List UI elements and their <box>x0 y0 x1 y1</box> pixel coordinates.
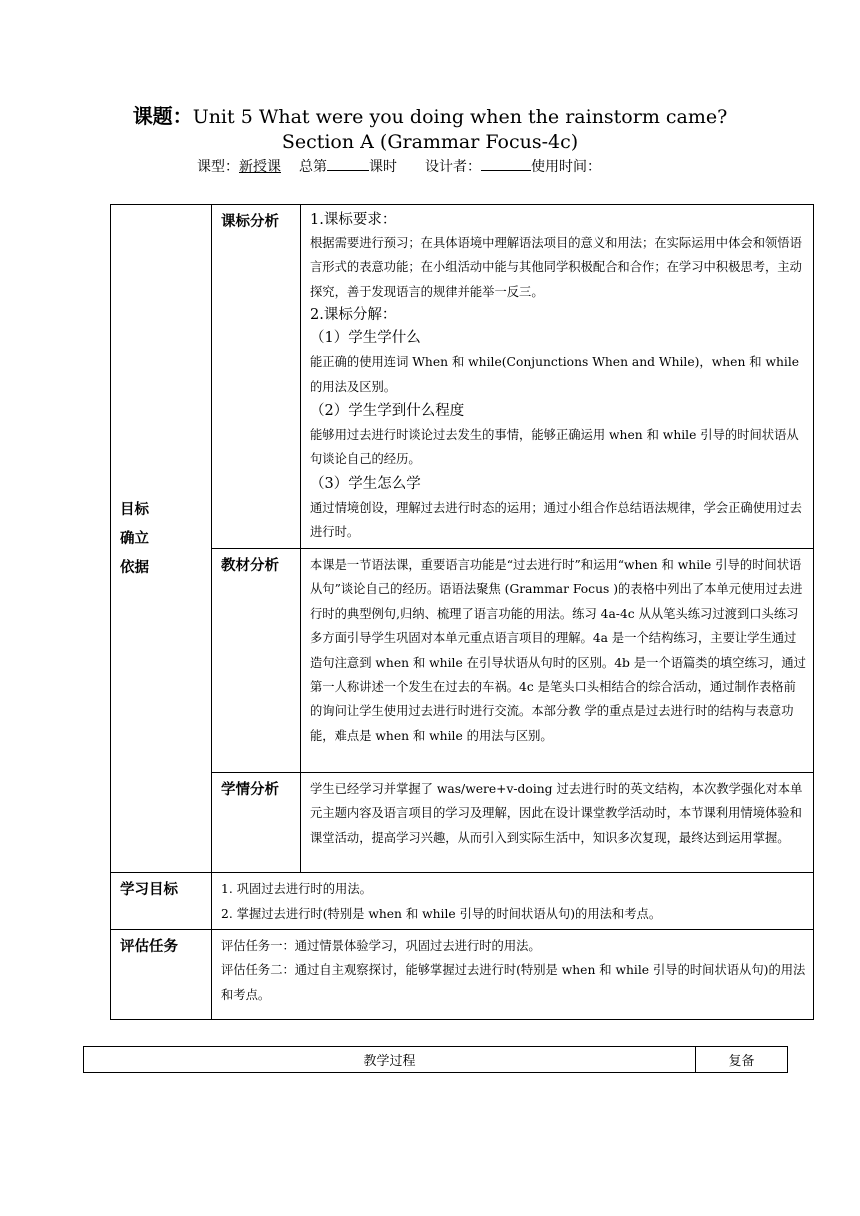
textbook-analysis-label: 教材分析 <box>212 549 301 773</box>
learning-goals-content <box>212 873 814 930</box>
teaching-process-table <box>83 1046 788 1073</box>
designer-blank[interactable] <box>481 155 531 171</box>
period-blank[interactable] <box>327 155 369 171</box>
assessment-tasks-label: 评估任务 <box>111 930 212 1020</box>
total-label: 总第 <box>299 159 327 175</box>
type-label: 课型： <box>197 159 239 175</box>
period-label: 课时 <box>369 159 397 175</box>
learning-goals-label: 学习目标 <box>111 873 212 930</box>
sub1-title: （1）学生学什么 <box>310 330 421 347</box>
type-value: 新授课 <box>239 159 281 175</box>
goal-item: 1. 巩固过去进行时的用法。 <box>221 882 372 896</box>
sub1-text: 能正确的使用连词 When 和 while(Conjunctions When and While)，when 和 while 的用法及区别。 <box>310 355 800 394</box>
title-line-2: Section A (Grammar Focus-4c) <box>281 131 579 153</box>
usetime-label: 使用时间： <box>531 159 601 175</box>
task-item: 评估任务二：通过自主观察探讨，能够掌握过去进行时(特别是 when 和 while 引导的时间状语从句)的用法和考点。 <box>221 963 806 1002</box>
textbook-analysis-content: 本课是一节语法课，重要语言功能是“过去进行时”和运用“when 和 while 引导的时间状语从句”谈论自己的经历。语语法聚焦 (Grammar Focus )的表格中列出了本单元使用过去进行时的典型例句,归纳、梳理了语言功能的用法。练习 4a-4c 从从笔头练习过渡到口头练习多方面引导学生巩固对本单元重点语言项目的理解。4a 是一个结构练习，主要让学生通过造句注意到 when 和 while 在引导状语从句时的区别。4b 是一个语篇类的填空练习，通过第一人称讲述一个发生在过去的车祸。4c 是笔头口头相结合的综合活动，通过制作表格前的询问让学生使用过去进行时进行交流。本部分教 学的重点是过去进行时的结构与表意功能，难点是 when 和 while 的用法与区别。 <box>301 549 814 773</box>
designer-label: 设计者： <box>425 159 481 175</box>
curriculum-analysis-label: 课标分析 <box>212 205 301 549</box>
title-line-1 <box>0 104 860 129</box>
title-label: 课题： <box>132 104 193 128</box>
student-analysis-label: 学情分析 <box>212 773 301 873</box>
sub2-text: 能够用过去进行时谈论过去发生的事情，能够正确运用 when 和 while 引导的时间状语从句谈论自己的经历。 <box>310 428 799 467</box>
goal-basis-label: 目标 确立 依据 <box>111 205 212 873</box>
req-heading: 1.课标要求： <box>310 212 397 228</box>
breakdown-heading: 2.课标分解： <box>310 307 397 324</box>
sub3-text: 通过情境创设，理解过去进行时态的运用；通过小组合作总结语法规律，学会正确使用过去进行时。 <box>310 500 802 540</box>
curriculum-analysis-content <box>301 205 814 549</box>
title-text: Unit 5 What were you doing when the rainstorm came? <box>192 106 728 128</box>
req-text: 根据需要进行预习；在具体语境中理解语法项目的意义和用法；在实际运用中体会和领悟语言形式的表意功能；在小组活动中能与其他同学积极配合和合作；在学习中积极思考，主动探究，善于发现语言的规律并能举一反三。 <box>310 236 802 299</box>
sub3-title: （3）学生怎么学 <box>310 475 421 492</box>
process-header: 教学过程 <box>84 1047 696 1073</box>
assessment-tasks-content <box>212 930 814 1020</box>
student-analysis-content: 学生已经学习并掌握了 was/were+v-doing 过去进行时的英文结构，本次教学强化对本单元主题内容及语言项目的学习及理解，因此在设计课堂教学活动时，本节课利用情境体验和课堂活动，提高学习兴趣，从而引入到实际生活中，知识多次复现，最终达到运用掌握。 <box>301 773 814 873</box>
review-header: 复备 <box>696 1047 788 1073</box>
goal-item: 2. 掌握过去进行时(特别是 when 和 while 引导的时间状语从句)的用法和考点。 <box>221 906 662 921</box>
lesson-plan-table <box>110 204 814 1020</box>
task-item: 评估任务一：通过情景体验学习，巩固过去进行时的用法。 <box>221 939 541 953</box>
lesson-meta <box>197 155 601 177</box>
sub2-title: （2）学生学到什么程度 <box>310 403 465 420</box>
